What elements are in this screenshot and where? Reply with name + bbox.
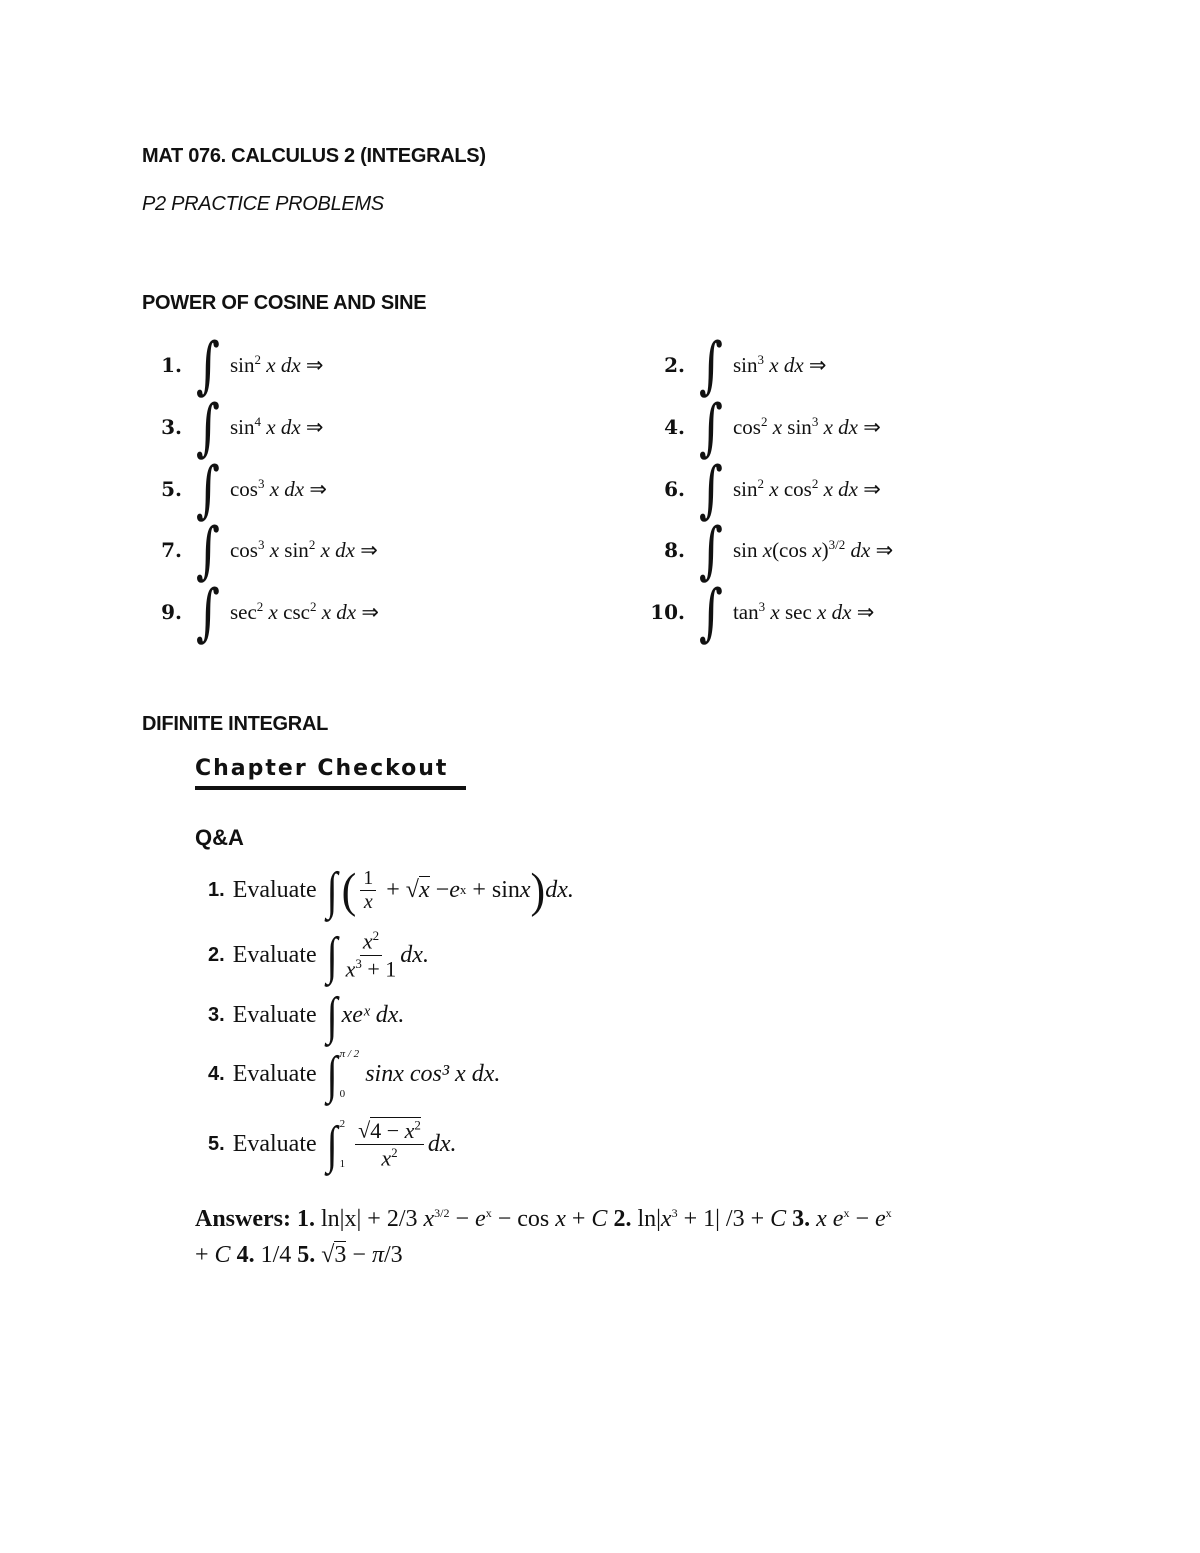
- integral-limits: [340, 1118, 346, 1170]
- integral-sign: ∫: [699, 390, 723, 464]
- integral-sign: ∫: [326, 1114, 338, 1174]
- question-number: 3.: [208, 1003, 225, 1026]
- problem-number: 8.: [664, 538, 685, 562]
- problem-expression: $\sin^3 x$ dx ⇒: [732, 352, 827, 377]
- problem-number: 3.: [161, 415, 182, 439]
- question-tail: xeˣ dx.: [341, 1001, 405, 1028]
- question-word: Evaluate: [232, 876, 317, 903]
- problem-1: [142, 328, 324, 402]
- question-word: Evaluate: [232, 1130, 317, 1157]
- answer-4: 4. 1/4: [236, 1242, 292, 1268]
- question-word: Evaluate: [232, 941, 317, 968]
- section-heading-power: POWER OF COSINE AND SINE: [142, 292, 427, 314]
- answer-5: 5. √3 − π/3: [297, 1242, 403, 1268]
- answer-2: 2. $\ln|x^3 + 1|$ /3 + C: [613, 1206, 787, 1232]
- problem-expression: $\sin^2 x$ $\cos^2 x$ dx ⇒: [732, 476, 881, 501]
- integral-sign: ∫: [326, 925, 338, 985]
- problem-number: 6.: [664, 477, 685, 501]
- integral-sign: ∫: [326, 860, 338, 920]
- problem-6: [645, 452, 881, 526]
- answers-block: [195, 1195, 975, 1273]
- integral-sign: ∫: [699, 575, 723, 649]
- problem-number: 4.: [664, 415, 685, 439]
- question-number: 1.: [208, 878, 225, 901]
- question-1: [208, 862, 574, 918]
- answer-3: 3. x $e^x - e^x$ + C: [195, 1206, 892, 1268]
- problem-expression: $\sin^4 x$ dx ⇒: [229, 414, 324, 439]
- problem-8: [645, 513, 894, 587]
- upper-limit: π / 2: [339, 1048, 360, 1060]
- problem-expression: $\tan^3 x$ sec x dx ⇒: [732, 599, 875, 624]
- problem-number: 10.: [650, 600, 685, 624]
- integral-limits: [340, 1048, 360, 1100]
- question-expression: $\frac{√4 - x^2}{x^2}$: [355, 1117, 424, 1171]
- problem-expression: $\sec^2 x$ $\csc^2 x$ dx ⇒: [229, 599, 379, 624]
- integral-sign: ∫: [699, 452, 723, 526]
- integral-sign: ∫: [699, 513, 723, 587]
- question-tail: sinx cos³ x dx.: [365, 1060, 501, 1087]
- lower-limit: 1: [339, 1158, 346, 1170]
- question-expression: ( $\frac{1}{x}$ + √ x − e x + sin x ): [341, 863, 546, 917]
- problem-number: 2.: [664, 353, 685, 377]
- lower-limit: 0: [339, 1088, 346, 1100]
- question-2: [208, 927, 429, 983]
- problem-expression: $\cos^3 x$ $\sin^2 x$ dx ⇒: [229, 537, 378, 562]
- integral-sign: ∫: [196, 513, 220, 587]
- question-tail: dx.: [545, 876, 574, 903]
- document-title: MAT 076. CALCULUS 2 (INTEGRALS): [142, 145, 486, 167]
- integral-sign: ∫: [196, 390, 220, 464]
- problem-expression: sin x(cos x)$^{3/2}$ dx ⇒: [732, 537, 894, 562]
- question-number: 5.: [208, 1132, 225, 1155]
- problem-number: 9.: [161, 600, 182, 624]
- question-tail: dx.: [400, 941, 429, 968]
- document-subtitle: P2 PRACTICE PROBLEMS: [142, 193, 384, 215]
- integral-sign: ∫: [196, 575, 220, 649]
- upper-limit: 2: [339, 1118, 346, 1130]
- integral-sign: ∫: [326, 1044, 338, 1104]
- chapter-title-underline: [195, 786, 466, 790]
- chapter-checkout-title: Chapter Checkout: [195, 756, 449, 781]
- section-heading-definite: DIFINITE INTEGRAL: [142, 713, 329, 735]
- problem-number: 7.: [161, 538, 182, 562]
- answer-1: 1. ln|x| + 2/3 $x^{3/2} - e^x - \cos x + C$: [297, 1206, 608, 1232]
- integral-sign: ∫: [326, 985, 338, 1045]
- problem-2: [645, 328, 827, 402]
- question-number: 2.: [208, 943, 225, 966]
- answers-label: Answers:: [195, 1206, 291, 1232]
- question-expression: $\frac{x^2}{x^3 + 1}$: [345, 928, 397, 981]
- integral-sign: ∫: [196, 452, 220, 526]
- question-3: [208, 985, 405, 1045]
- problem-expression: $\cos^3 x$ dx ⇒: [229, 476, 327, 501]
- question-5: [208, 1112, 457, 1176]
- question-word: Evaluate: [232, 1060, 317, 1087]
- question-number: 4.: [208, 1062, 225, 1085]
- integral-sign: ∫: [699, 328, 723, 402]
- qa-label: Q&A: [195, 825, 244, 850]
- problem-number: 1.: [161, 353, 182, 377]
- question-4: [208, 1046, 500, 1102]
- problem-expression: $\sin^2 x$ dx ⇒: [229, 352, 324, 377]
- problem-10: [645, 575, 875, 649]
- problem-3: [142, 390, 324, 464]
- problem-9: [142, 575, 379, 649]
- problem-expression: $\cos^2 x$ $\sin^3 x$ dx ⇒: [732, 414, 881, 439]
- integral-sign: ∫: [196, 328, 220, 402]
- question-tail: dx.: [427, 1130, 457, 1157]
- problem-4: [645, 390, 881, 464]
- problem-5: [142, 452, 327, 526]
- problem-7: [142, 513, 378, 587]
- problem-number: 5.: [161, 477, 182, 501]
- question-word: Evaluate: [232, 1001, 317, 1028]
